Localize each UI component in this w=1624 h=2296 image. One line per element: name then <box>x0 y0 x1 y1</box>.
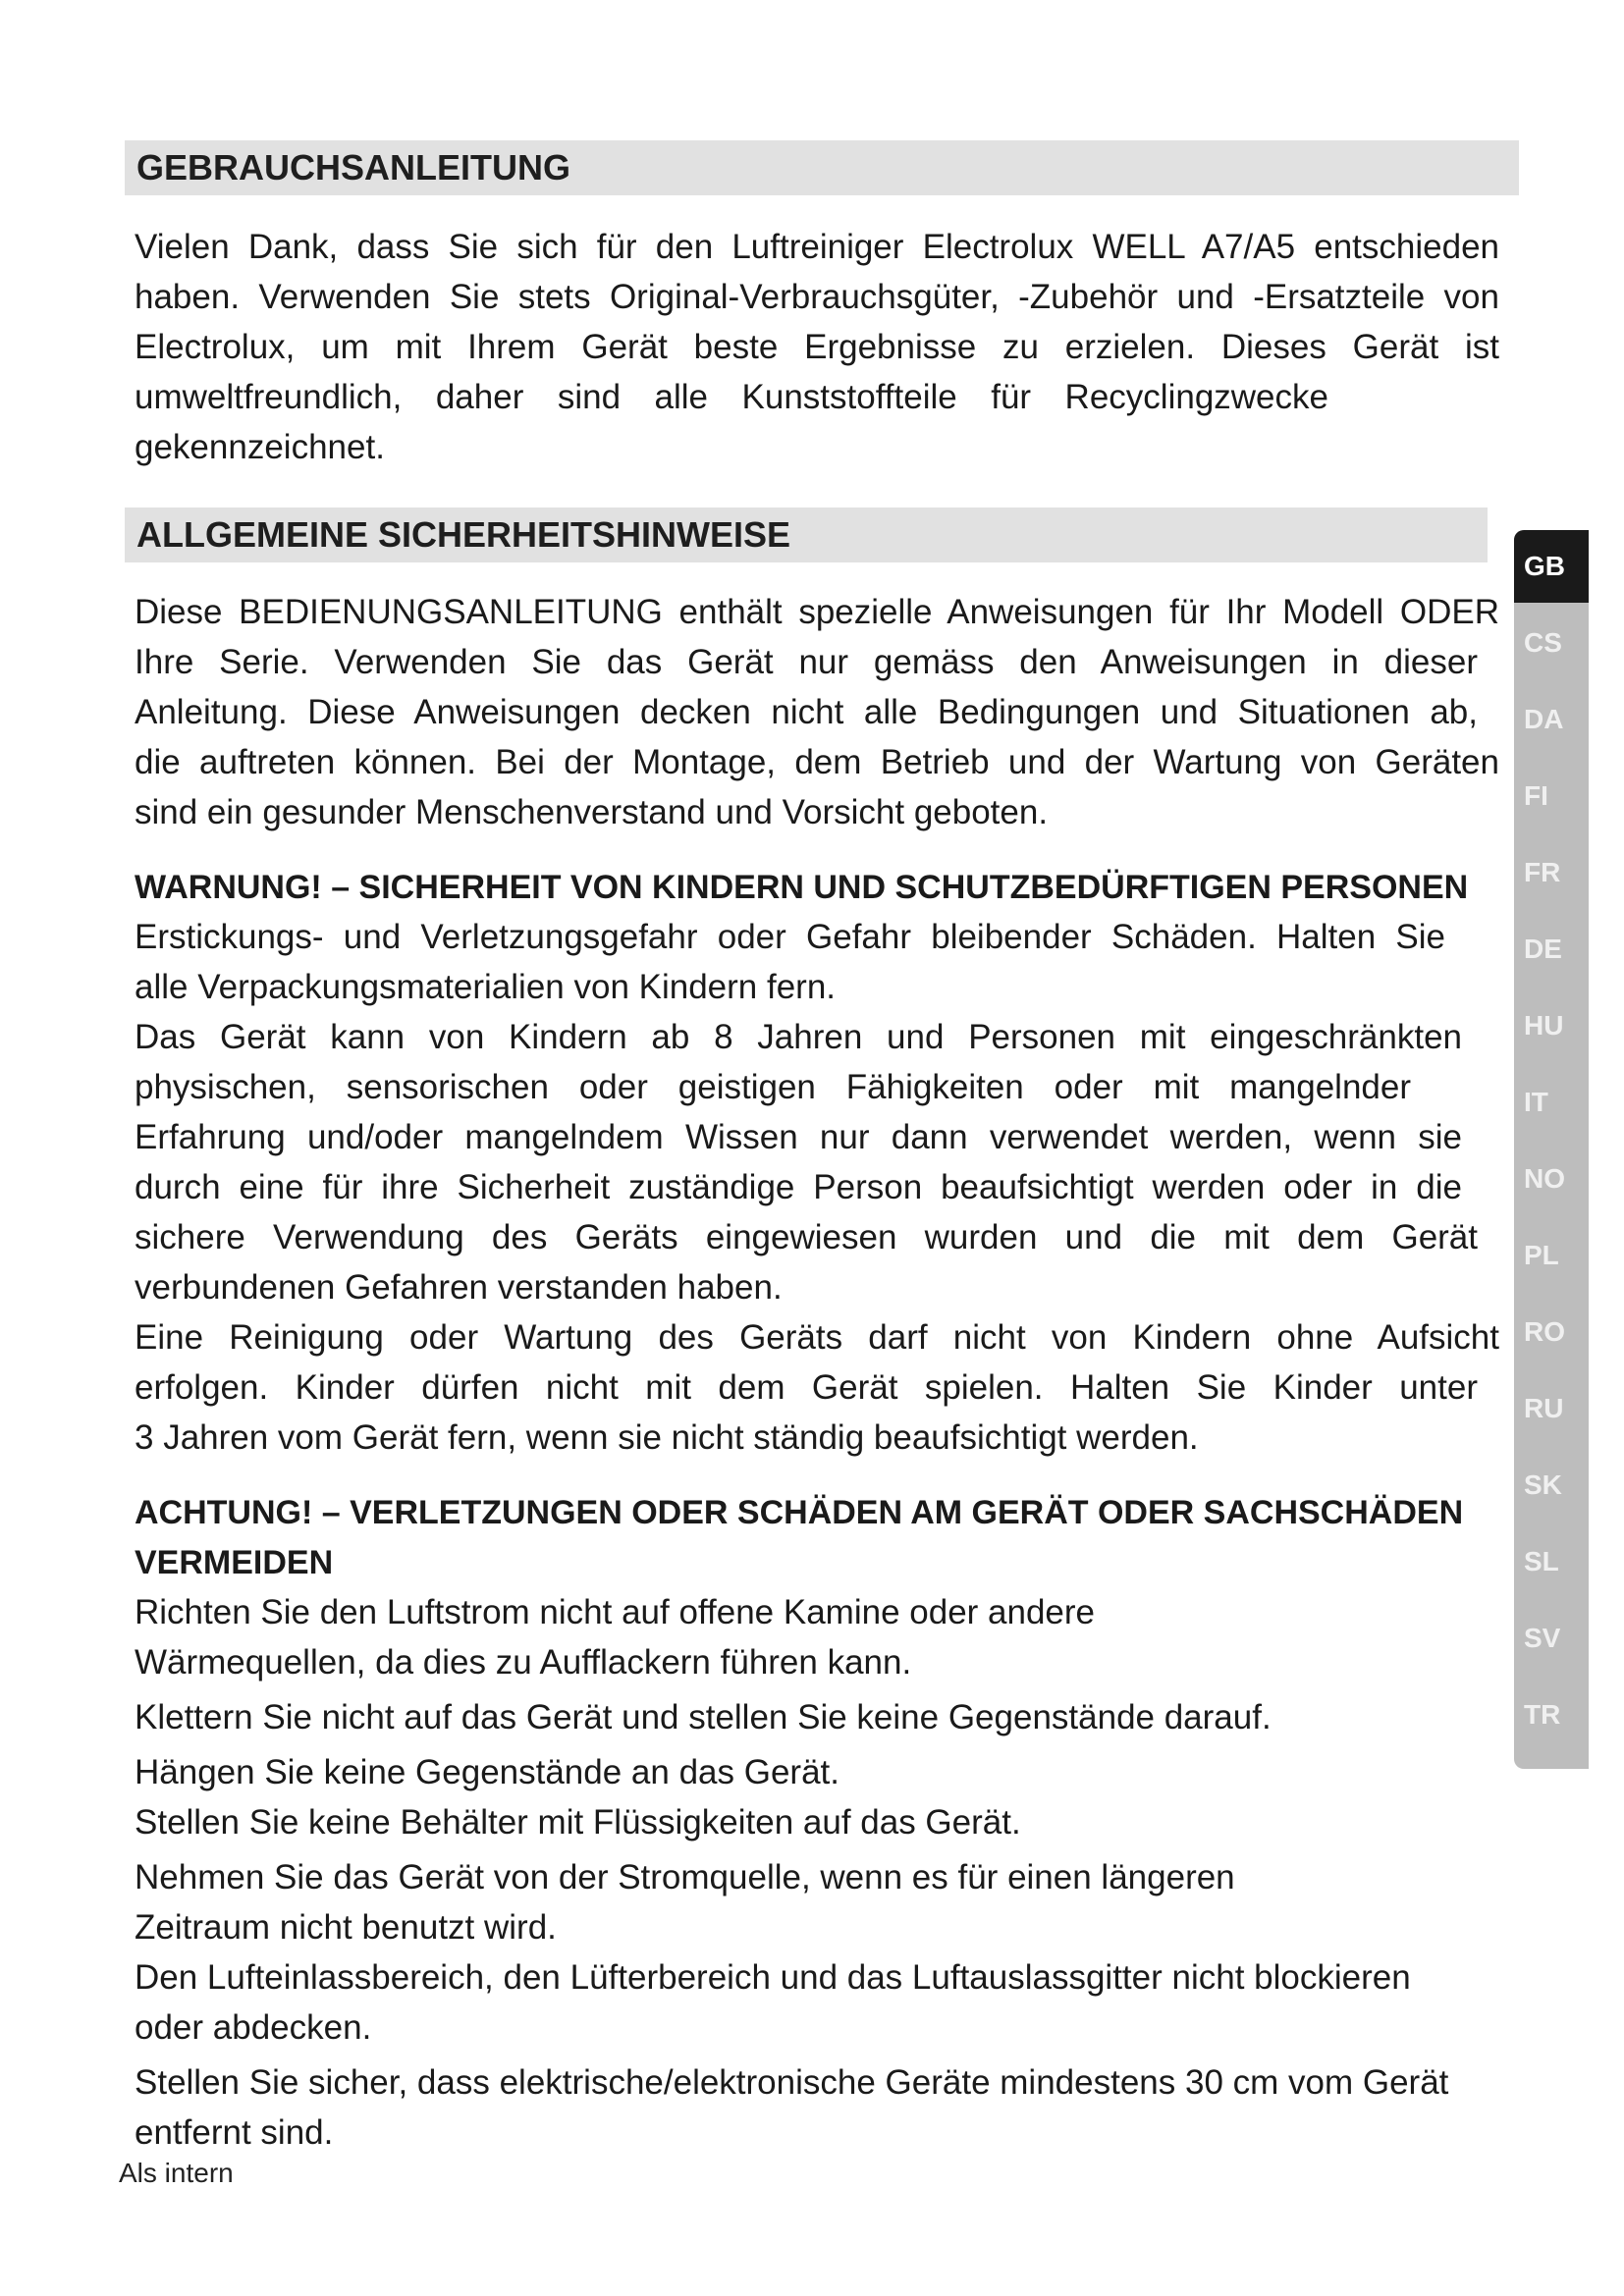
lang-tab-sl[interactable]: SL <box>1524 1546 1559 1576</box>
lang-tab-da[interactable]: DA <box>1524 704 1564 734</box>
lang-tab-ru[interactable]: RU <box>1524 1393 1564 1423</box>
warning-line-7: sichere Verwendung des Geräts eingewiesen wurden und die mit dem Gerät <box>135 1218 1478 1256</box>
safety-line-3: Anleitung. Diese Anweisungen decken nicht alle Bedingungen und Situationen ab, <box>135 693 1478 731</box>
warning-line-10: erfolgen. Kinder dürfen nicht mit dem Gerät spielen. Halten Sie Kinder unter <box>135 1368 1478 1407</box>
lang-tab-it[interactable]: IT <box>1524 1087 1548 1117</box>
caution-line-3: Klettern Sie nicht auf das Gerät und stellen Sie keine Gegenstände darauf. <box>135 1698 1272 1736</box>
safety-line-2: Ihre Serie. Verwenden Sie das Gerät nur gemäss den Anweisungen in dieser <box>135 643 1478 681</box>
caution-line-8: Den Lufteinlassbereich, den Lüfterbereich und das Luftauslassgitter nicht blockieren <box>135 1958 1411 1997</box>
section-header-gebrauchsanleitung: GEBRAUCHSANLEITUNG <box>125 140 1519 195</box>
warning-line-9: Eine Reinigung oder Wartung des Geräts darf nicht von Kindern ohne Aufsicht <box>135 1318 1499 1357</box>
caution-line-1: Richten Sie den Luftstrom nicht auf offene Kamine oder andere <box>135 1593 1096 1631</box>
lang-tab-pl[interactable]: PL <box>1524 1240 1559 1270</box>
lang-tab-sk[interactable]: SK <box>1524 1469 1562 1500</box>
lang-tab-sv[interactable]: SV <box>1524 1623 1561 1653</box>
caution-line-4: Hängen Sie keine Gegenstände an das Gerät. <box>135 1753 839 1791</box>
caution-line-5: Stellen Sie keine Behälter mit Flüssigkeiten auf das Gerät. <box>135 1803 1021 1842</box>
safety-line-5: sind ein gesunder Menschenverstand und Vorsicht geboten. <box>135 793 1049 831</box>
lang-tab-cs[interactable]: CS <box>1524 627 1562 658</box>
caution-line-7: Zeitraum nicht benutzt wird. <box>135 1908 557 1947</box>
warning-line-8: verbundenen Gefahren verstanden haben. <box>135 1268 783 1307</box>
intro-line-2: haben. Verwenden Sie stets Original-Verbrauchsgüter, -Zubehör und -Ersatzteile von <box>135 278 1499 316</box>
warning-line-2: alle Verpackungsmaterialien von Kindern fern. <box>135 968 837 1006</box>
intro-line-5: gekennzeichnet. <box>135 428 385 466</box>
safety-line-4: die auftreten können. Bei der Montage, dem Betrieb und der Wartung von Geräten <box>135 743 1499 781</box>
caution-line-6: Nehmen Sie das Gerät von der Stromquelle, wenn es für einen längeren <box>135 1858 1235 1896</box>
lang-tab-de[interactable]: DE <box>1524 934 1562 964</box>
lang-tab-hu[interactable]: HU <box>1524 1010 1564 1041</box>
footer-note: Als intern <box>119 2158 234 2188</box>
intro-line-4: umweltfreundlich, daher sind alle Kunststoffteile für Recyclingzwecke <box>135 378 1328 416</box>
caution-line-2: Wärmequellen, da dies zu Aufflackern führen kann. <box>135 1643 912 1682</box>
intro-line-1: Vielen Dank, dass Sie sich für den Luftreiniger Electrolux WELL A7/A5 entschieden <box>135 228 1499 266</box>
warning-line-4: physischen, sensorischen oder geistigen Fähigkeiten oder mit mangelnder <box>135 1068 1411 1106</box>
language-tab-strip <box>1514 530 1589 1769</box>
warning-line-11: 3 Jahren vom Gerät fern, wenn sie nicht ständig beaufsichtigt werden. <box>135 1418 1199 1457</box>
safety-line-1: Diese BEDIENUNGSANLEITUNG enthält spezielle Anweisungen für Ihr Modell ODER <box>135 593 1499 631</box>
caution-line-9: oder abdecken. <box>135 2008 372 2047</box>
intro-line-3: Electrolux, um mit Ihrem Gerät beste Ergebnisse zu erzielen. Dieses Gerät ist <box>135 328 1499 366</box>
warning-line-5: Erfahrung und/oder mangelndem Wissen nur dann verwendet werden, wenn sie <box>135 1118 1462 1156</box>
section-header-sicherheitshinweise: ALLGEMEINE SICHERHEITSHINWEISE <box>125 507 1488 562</box>
caution-line-10: Stellen Sie sicher, dass elektrische/elektronische Geräte mindestens 30 cm vom Gerät <box>135 2063 1449 2102</box>
caution-line-11: entfernt sind. <box>135 2113 334 2152</box>
caution-heading-line-2: VERMEIDEN <box>135 1544 334 1581</box>
caution-heading-line-1: ACHTUNG! – VERLETZUNGEN ODER SCHÄDEN AM GERÄT ODER SACHSCHÄDEN <box>135 1494 1464 1531</box>
warning-line-6: durch eine für ihre Sicherheit zuständige Person beaufsichtigt werden oder in die <box>135 1168 1462 1206</box>
lang-tab-ro[interactable]: RO <box>1524 1316 1565 1347</box>
lang-tab-no[interactable]: NO <box>1524 1163 1565 1194</box>
lang-tab-fr[interactable]: FR <box>1524 857 1561 887</box>
warning-line-3: Das Gerät kann von Kindern ab 8 Jahren und Personen mit eingeschränkten <box>135 1018 1462 1056</box>
lang-tab-fi[interactable]: FI <box>1524 780 1548 811</box>
lang-tab-tr[interactable]: TR <box>1524 1699 1561 1730</box>
warning-heading: WARNUNG! – SICHERHEIT VON KINDERN UND SCHUTZBEDÜRFTIGEN PERSONEN <box>135 869 1469 906</box>
lang-tab-gb[interactable]: GB <box>1514 530 1589 603</box>
warning-line-1: Erstickungs- und Verletzungsgefahr oder Gefahr bleibender Schäden. Halten Sie <box>135 918 1445 956</box>
